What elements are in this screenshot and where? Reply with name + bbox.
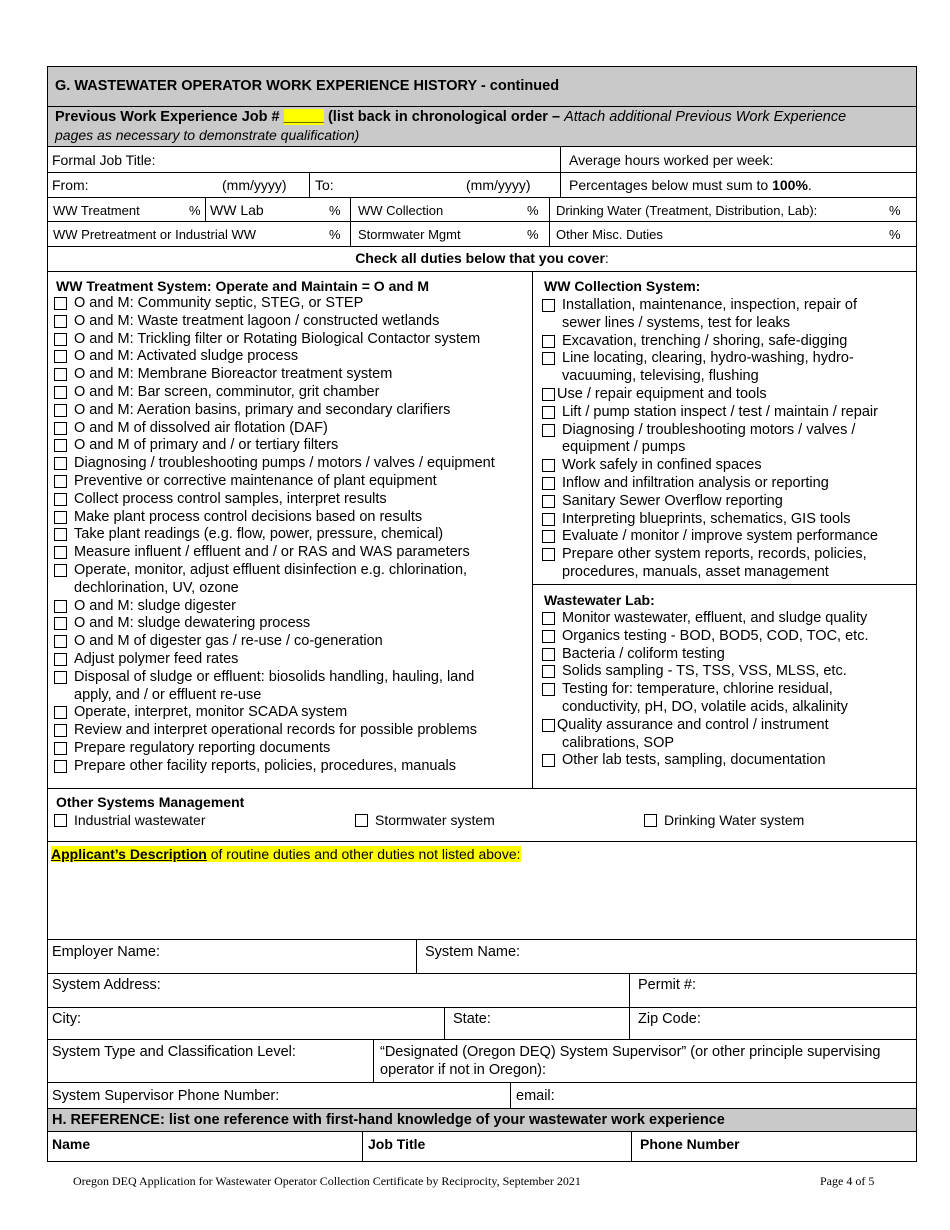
- treatment-duty-checkbox[interactable]: [54, 493, 67, 506]
- collection-duty-label: Use / repair equipment and tools: [557, 386, 767, 402]
- description-textarea[interactable]: [50, 866, 914, 938]
- from-format: (mm/yyyy): [222, 177, 287, 193]
- treatment-duty-label: O and M: Activated sludge process: [74, 348, 299, 365]
- treatment-duty-label: Diagnosing / troubleshooting pumps / motors / valves / equipment: [74, 455, 495, 472]
- email-label: email:: [516, 1088, 555, 1104]
- collection-duty-label: Interpreting blueprints, schematics, GIS tools: [562, 510, 851, 527]
- divider: [48, 841, 916, 842]
- treatment-duty-label: O and M: Trickling filter or Rotating Biological Contactor system: [74, 330, 481, 347]
- ww-treatment-pct-label: WW Treatment: [53, 203, 140, 218]
- treatment-duty-label: O and M: sludge digester: [74, 597, 237, 614]
- other-systems-heading: Other Systems Management: [56, 794, 245, 810]
- city-label: City:: [52, 1011, 81, 1027]
- to-format: (mm/yyyy): [466, 177, 531, 193]
- divider: [362, 1132, 363, 1162]
- treatment-duty-checkbox[interactable]: [54, 511, 67, 524]
- lab-duty-label: Bacteria / coliform testing: [562, 645, 725, 662]
- collection-duty-checkbox[interactable]: [542, 548, 555, 561]
- reference-phone-header: Phone Number: [640, 1136, 740, 1152]
- industrial-wastewater-checkbox[interactable]: [54, 814, 67, 827]
- lab-duty-checkbox[interactable]: [542, 719, 555, 732]
- collection-duty-label: Inflow and infiltration analysis or reporting: [562, 475, 829, 491]
- treatment-duty-checkbox[interactable]: [54, 742, 67, 755]
- pct-sign: %: [889, 203, 901, 218]
- designated-supervisor-label-1: “Designated (Oregon DEQ) System Supervisor” (or other principle supervising: [380, 1044, 881, 1060]
- industrial-wastewater-label: Industrial wastewater: [74, 812, 206, 828]
- formal-job-title-label: Formal Job Title:: [52, 152, 156, 168]
- treatment-duty-checkbox[interactable]: [54, 422, 67, 435]
- treatment-duty-label: O and M: sludge dewatering process: [74, 615, 311, 632]
- employer-name-label: Employer Name:: [52, 944, 160, 960]
- treatment-duty-label: O and M: Waste treatment lagoon / constructed wetlands: [74, 312, 440, 329]
- pct-sign: %: [527, 203, 539, 218]
- collection-duty-checkbox[interactable]: [542, 513, 555, 526]
- description-label-rest: of routine duties and other duties not listed above:: [206, 846, 521, 862]
- treatment-duty-label: O and M: Bar screen, comminutor, grit chamber: [74, 384, 380, 400]
- collection-duty-label: Evaluate / monitor / improve system performance: [562, 528, 878, 545]
- prev-job-attach-note: Attach additional Previous Work Experience: [564, 109, 847, 125]
- divider: [549, 198, 550, 246]
- treatment-duty-checkbox[interactable]: [54, 724, 67, 737]
- lab-duty-checkbox[interactable]: [542, 630, 555, 643]
- divider: [48, 1007, 916, 1008]
- treatment-duty-checkbox[interactable]: [54, 457, 67, 470]
- misc-pct-label: Other Misc. Duties: [556, 227, 663, 242]
- divider: [48, 788, 916, 789]
- ww-lab-pct-label: WW Lab: [210, 202, 264, 218]
- treatment-duty-checkbox[interactable]: [54, 706, 67, 719]
- collection-duty-label: procedures, manuals, asset management: [562, 564, 829, 580]
- system-name-input[interactable]: [530, 941, 914, 971]
- treatment-heading: [56, 278, 429, 295]
- misc-pct-input[interactable]: [845, 223, 885, 243]
- collection-duty-checkbox[interactable]: [542, 495, 555, 508]
- collection-duty-label: Diagnosing / troubleshooting motors / valves /: [562, 421, 856, 438]
- email-input[interactable]: [560, 1085, 914, 1107]
- divider: [48, 271, 916, 272]
- system-type-input[interactable]: [52, 1062, 370, 1082]
- treatment-heading-text: WW Treatment System:: [56, 278, 212, 294]
- lab-duty-checkbox[interactable]: [542, 612, 555, 625]
- to-date-input[interactable]: [342, 174, 460, 196]
- divider: [631, 1132, 632, 1162]
- treatment-heading-om: Operate and Maintain = O and M: [215, 278, 430, 294]
- treatment-duty-label: Measure influent / effluent and / or RAS and WAS parameters: [74, 544, 470, 561]
- divider: [48, 197, 916, 198]
- reference-job-title-header: Job Title: [368, 1136, 426, 1152]
- prev-job-line2: pages as necessary to demonstrate qualification): [55, 127, 360, 143]
- to-label: To:: [315, 177, 334, 193]
- collection-duty-label: Excavation, trenching / shoring, safe-digging: [562, 332, 848, 349]
- state-label: State:: [453, 1011, 491, 1027]
- lab-duty-checkbox[interactable]: [542, 754, 555, 767]
- collection-duty-label: Lift / pump station inspect / test / maintain / repair: [562, 403, 878, 420]
- section-g-title: G. WASTEWATER OPERATOR WORK EXPERIENCE HISTORY - continued: [55, 78, 560, 94]
- lab-duty-label: Solids sampling - TS, TSS, VSS, MLSS, etc.: [562, 663, 847, 680]
- treatment-duty-label: O and M of digester gas / re-use / co-generation: [74, 633, 383, 650]
- collection-duty-checkbox[interactable]: [542, 530, 555, 543]
- divider: [48, 939, 916, 940]
- collection-duty-label: sewer lines / systems, test for leaks: [562, 314, 791, 331]
- collection-duty-checkbox[interactable]: [542, 335, 555, 348]
- pct-sign: %: [527, 227, 539, 242]
- treatment-duty-label: Review and interpret operational records for possible problems: [74, 722, 477, 739]
- treatment-duty-checkbox[interactable]: [54, 386, 67, 399]
- lab-duty-label: Quality assurance and control / instrument: [557, 716, 829, 733]
- collection-duty-label: equipment / pumps: [562, 439, 686, 456]
- system-address-input[interactable]: [180, 975, 626, 1005]
- divider: [48, 1082, 916, 1083]
- city-input[interactable]: [90, 1009, 440, 1039]
- stormwater-system-checkbox[interactable]: [355, 814, 368, 827]
- lab-duty-label: Monitor wastewater, effluent, and sludge quality: [562, 610, 868, 626]
- treatment-duty-label: apply, and / or effluent re-use: [74, 686, 262, 703]
- pct-sign: %: [889, 227, 901, 242]
- divider: [350, 198, 351, 246]
- treatment-duty-label: Prepare other facility reports, policies, procedures, manuals: [74, 757, 457, 774]
- supervisor-phone-label: System Supervisor Phone Number:: [52, 1088, 280, 1104]
- divider: [48, 172, 916, 173]
- percent-note-total: 100%: [772, 177, 808, 193]
- percent-note-text: Percentages below must sum to: [569, 177, 769, 193]
- stormwater-pct-label: Stormwater Mgmt: [358, 227, 461, 242]
- reference-phone-input[interactable]: [634, 1150, 914, 1160]
- state-input[interactable]: [500, 1009, 626, 1039]
- divider: [533, 584, 916, 585]
- treatment-duty-label: Disposal of sludge or effluent: biosolids handling, hauling, land: [74, 668, 475, 685]
- prev-job-label: Previous Work Experience Job #: [55, 109, 280, 125]
- collection-duty-checkbox[interactable]: [542, 424, 555, 437]
- treatment-duty-checkbox[interactable]: [54, 617, 67, 630]
- lab-duty-checkbox[interactable]: [542, 665, 555, 678]
- zip-input[interactable]: [710, 1009, 914, 1039]
- system-type-label: System Type and Classification Level:: [52, 1044, 296, 1060]
- treatment-duty-checkbox[interactable]: [54, 475, 67, 488]
- drinking-water-system-label: Drinking Water system: [664, 812, 805, 828]
- page-number: Page 4 of 5: [820, 1174, 875, 1188]
- collection-duty-checkbox[interactable]: [542, 352, 555, 365]
- collection-duty-label: Sanitary Sewer Overflow reporting: [562, 492, 783, 509]
- treatment-duty-checkbox[interactable]: [54, 635, 67, 648]
- check-all-text: Check all duties below that you cover: [355, 250, 605, 266]
- avg-hours-input[interactable]: [800, 148, 910, 172]
- prev-job-number-field[interactable]: _____: [283, 109, 324, 125]
- prev-job-line1: [55, 109, 846, 126]
- treatment-duty-checkbox[interactable]: [54, 671, 67, 684]
- treatment-duty-checkbox[interactable]: [54, 600, 67, 613]
- treatment-duty-label: Preventive or corrective maintenance of plant equipment: [74, 473, 437, 489]
- collection-heading: WW Collection System:: [544, 278, 701, 294]
- stormwater-system-label: Stormwater system: [375, 812, 495, 828]
- treatment-duty-checkbox[interactable]: [54, 315, 67, 328]
- treatment-duty-label: Take plant readings (e.g. flow, power, pressure, chemical): [74, 526, 444, 543]
- percent-note-period: .: [807, 177, 812, 193]
- treatment-duty-label: O and M: Membrane Bioreactor treatment system: [74, 366, 393, 383]
- lab-duty-label: conductivity, pH, DO, volatile acids, alkalinity: [562, 699, 848, 715]
- collection-duty-label: Work safely in confined spaces: [562, 457, 762, 474]
- formal-job-title-input[interactable]: [170, 148, 558, 172]
- pct-sign: %: [329, 227, 341, 242]
- treatment-duty-checkbox[interactable]: [54, 653, 67, 666]
- divider: [444, 1008, 445, 1039]
- treatment-duty-checkbox[interactable]: [54, 528, 67, 541]
- treatment-duty-label: Operate, monitor, adjust effluent disinfection e.g. chlorination,: [74, 562, 468, 578]
- pretreatment-pct-input[interactable]: [275, 223, 325, 243]
- treatment-duty-label: Collect process control samples, interpret results: [74, 490, 387, 507]
- from-label: From:: [52, 177, 89, 193]
- treatment-duty-checkbox[interactable]: [54, 564, 67, 577]
- divider: [205, 198, 206, 221]
- permit-input[interactable]: [705, 975, 914, 1005]
- collection-duty-label: Prepare other system reports, records, policies,: [562, 546, 867, 563]
- divider: [48, 146, 916, 147]
- drinking-water-system-checkbox[interactable]: [644, 814, 657, 827]
- reference-job-title-input[interactable]: [365, 1150, 629, 1160]
- from-date-input[interactable]: [95, 174, 215, 196]
- lab-duty-label: Organics testing - BOD, BOD5, COD, TOC, etc.: [562, 627, 869, 644]
- treatment-duty-label: dechlorination, UV, ozone: [74, 579, 239, 596]
- collection-duty-label: vacuuming, televising, flushing: [562, 368, 759, 385]
- system-name-label: System Name:: [425, 944, 521, 960]
- treatment-duty-checkbox[interactable]: [54, 439, 67, 452]
- prev-job-order-note: (list back in chronological order –: [327, 109, 561, 125]
- collection-duty-label: Line locating, clearing, hydro-washing, hydro-: [562, 350, 854, 367]
- divider: [510, 1083, 511, 1108]
- reference-name-input[interactable]: [50, 1150, 360, 1160]
- lab-duty-checkbox[interactable]: [542, 648, 555, 661]
- column-divider: [532, 272, 533, 788]
- pct-sign: %: [189, 203, 201, 218]
- reference-name-header: Name: [52, 1136, 91, 1152]
- designated-supervisor-input[interactable]: [565, 1060, 913, 1080]
- pretreatment-pct-label: WW Pretreatment or Industrial WW: [53, 227, 256, 242]
- footer-text: Oregon DEQ Application for Wastewater Operator Collection Certificate by Reciprocity, September 2021: [73, 1174, 581, 1188]
- divider: [309, 173, 310, 197]
- pct-sign: %: [329, 203, 341, 218]
- collection-duty-label: Installation, maintenance, inspection, repair of: [562, 297, 858, 313]
- divider: [48, 246, 916, 247]
- treatment-duty-checkbox[interactable]: [54, 368, 67, 381]
- collection-duty-checkbox[interactable]: [542, 388, 555, 401]
- divider: [416, 940, 417, 973]
- description-label: [51, 846, 521, 863]
- lab-heading: Wastewater Lab:: [544, 592, 655, 608]
- supervisor-phone-input[interactable]: [300, 1085, 508, 1107]
- stormwater-pct-input[interactable]: [460, 223, 524, 243]
- permit-label: Permit #:: [638, 977, 697, 993]
- treatment-duty-label: Prepare regulatory reporting documents: [74, 740, 331, 756]
- drinking-water-pct-input[interactable]: [845, 199, 885, 219]
- lab-duty-label: Other lab tests, sampling, documentation: [562, 752, 826, 769]
- lab-duty-checkbox[interactable]: [542, 683, 555, 696]
- collection-duty-checkbox[interactable]: [542, 459, 555, 472]
- collection-duty-checkbox[interactable]: [542, 406, 555, 419]
- treatment-duty-checkbox[interactable]: [54, 404, 67, 417]
- treatment-duty-label: Make plant process control decisions based on results: [74, 508, 423, 525]
- check-all-heading: [48, 250, 916, 267]
- collection-duty-checkbox[interactable]: [542, 477, 555, 490]
- treatment-duty-checkbox[interactable]: [54, 760, 67, 773]
- percent-note: [569, 177, 812, 194]
- treatment-duty-label: O and M of dissolved air flotation (DAF): [74, 419, 328, 436]
- check-all-colon: :: [604, 250, 609, 266]
- drinking-water-pct-label: Drinking Water (Treatment, Distribution, Lab):: [556, 203, 818, 218]
- avg-hours-label: Average hours worked per week:: [569, 152, 774, 168]
- system-address-label: System Address:: [52, 977, 161, 993]
- treatment-duty-label: Operate, interpret, monitor SCADA system: [74, 704, 348, 721]
- treatment-duty-checkbox[interactable]: [54, 350, 67, 363]
- section-h-title: H. REFERENCE: list one reference with first-hand knowledge of your wastewater work experience: [52, 1112, 725, 1128]
- lab-duty-label: calibrations, SOP: [562, 734, 675, 751]
- treatment-duty-label: O and M of primary and / or tertiary filters: [74, 437, 339, 454]
- treatment-duty-checkbox[interactable]: [54, 333, 67, 346]
- ww-collection-pct-input[interactable]: [460, 199, 524, 219]
- zip-label: Zip Code:: [638, 1011, 701, 1027]
- collection-duty-checkbox[interactable]: [542, 299, 555, 312]
- treatment-duty-label: O and M: Aeration basins, primary and secondary clarifiers: [74, 401, 451, 418]
- designated-supervisor-label-2: operator if not in Oregon):: [380, 1062, 547, 1078]
- divider: [48, 221, 916, 222]
- description-label-bold: Applicant’s Description: [51, 846, 207, 862]
- divider: [48, 1131, 916, 1132]
- employer-name-input[interactable]: [170, 941, 414, 971]
- treatment-duty-checkbox[interactable]: [54, 546, 67, 559]
- treatment-duty-checkbox[interactable]: [54, 297, 67, 310]
- ww-collection-pct-label: WW Collection: [358, 203, 444, 218]
- divider: [48, 973, 916, 974]
- lab-duty-label: Testing for: temperature, chlorine residual,: [562, 681, 833, 698]
- ww-lab-pct-input[interactable]: [275, 199, 325, 219]
- ww-treatment-pct-input[interactable]: [150, 199, 186, 219]
- treatment-duty-label: O and M: Community septic, STEG, or STEP: [74, 295, 364, 311]
- treatment-duty-label: Adjust polymer feed rates: [74, 651, 239, 667]
